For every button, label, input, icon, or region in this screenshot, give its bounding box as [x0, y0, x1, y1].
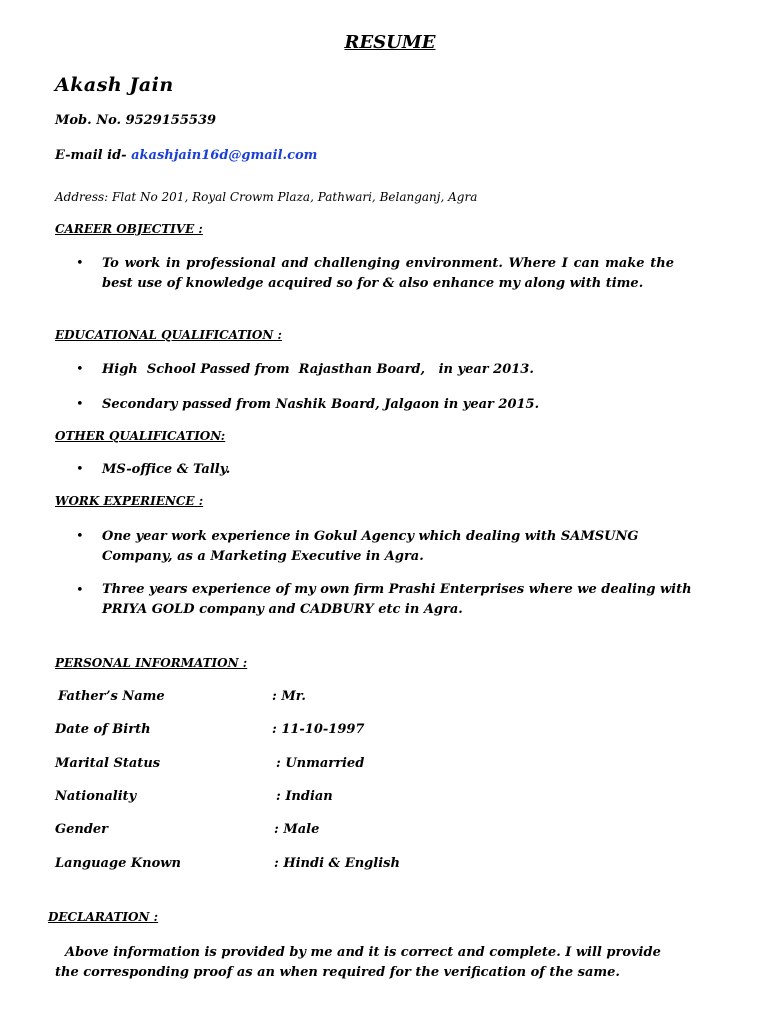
address: Address: Flat No 201, Royal Crowm Plaza, Pathwari, Belanganj, Agra: [55, 190, 478, 204]
work-experience-heading: WORK EXPERIENCE :: [55, 494, 204, 508]
work-experience-item-2: Three years experience of my own firm Prashi Enterprises where we dealing with PRIYA GOLD company and CADBURY etc in Agra.: [102, 582, 692, 617]
pi-label-gender: Gender: [55, 822, 109, 837]
career-objective-heading: CAREER OBJECTIVE :: [55, 222, 203, 236]
education-item-2: Secondary passed from Nashik Board, Jalgaon in year 2015.: [102, 397, 540, 412]
pi-label-nationality: Nationality: [55, 789, 137, 804]
declaration-heading: DECLARATION :: [48, 910, 159, 924]
other-qualification-item: MS-office & Tally.: [102, 462, 231, 477]
education-heading: EDUCATIONAL QUALIFICATION :: [55, 328, 282, 342]
pi-value-gender: : Male: [274, 822, 320, 837]
email-link[interactable]: akashjain16d@gmail.com: [131, 148, 318, 163]
pi-value-language: : Hindi & English: [274, 856, 400, 871]
other-qualification-heading: OTHER QUALIFICATION:: [55, 429, 226, 443]
bullet-icon: •: [76, 583, 84, 598]
email-label: E-mail id-: [55, 148, 127, 163]
education-item-1: High School Passed from Rajasthan Board, in year 2013.: [102, 362, 534, 377]
pi-label-dob: Date of Birth: [55, 722, 151, 737]
work-experience-item-1: One year work experience in Gokul Agency which dealing with SAMSUNG Company, as a Marketing Executive in Agra.: [102, 529, 639, 564]
pi-value-nationality: : Indian: [276, 789, 333, 804]
pi-value-marital: : Unmarried: [276, 756, 365, 771]
bullet-icon: •: [76, 462, 84, 477]
pi-value-father: : Mr.: [272, 689, 306, 704]
bullet-icon: •: [76, 397, 84, 412]
pi-label-language: Language Known: [55, 856, 181, 871]
pi-label-marital: Marital Status: [55, 756, 161, 771]
declaration-text: Above information is provided by me and it is correct and complete. I will provide the corresponding proof as an when required for the verification of the same.: [55, 945, 661, 980]
bullet-icon: •: [76, 362, 84, 377]
bullet-icon: •: [76, 529, 84, 544]
candidate-name: Akash Jain: [55, 74, 174, 96]
mobile-number: Mob. No. 9529155539: [55, 113, 217, 128]
pi-value-dob: : 11-10-1997: [272, 722, 365, 737]
bullet-icon: •: [76, 256, 84, 271]
pi-label-father: Father’s Name: [58, 689, 165, 704]
career-objective-text: To work in professional and challenging environment. Where I can make the best use of knowledge acquired so for & also enhance my along with time.: [102, 256, 674, 291]
email-line: [55, 148, 317, 163]
resume-title: RESUME: [344, 32, 436, 53]
personal-info-heading: PERSONAL INFORMATION :: [55, 656, 248, 670]
